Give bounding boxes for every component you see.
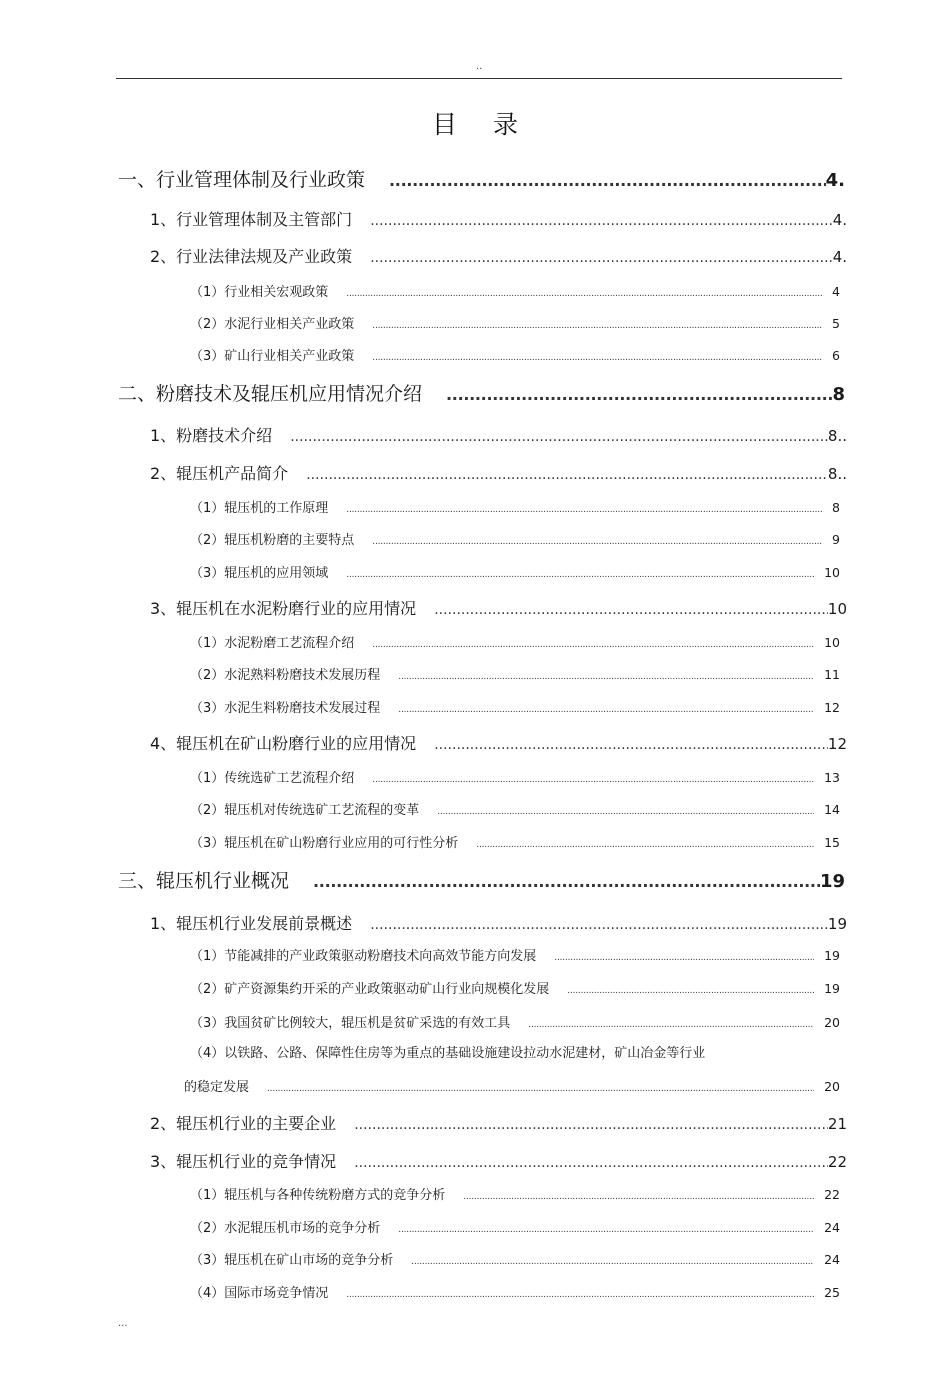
toc-entry[interactable] <box>184 1076 840 1098</box>
toc-entry-text: （2）水泥辊压机市场的竞争分析 <box>190 1221 381 1236</box>
toc-entry-text: （4）国际市场竞争情况 <box>190 1286 329 1301</box>
toc-entry[interactable] <box>190 1217 840 1239</box>
toc-entry-page: 21 <box>827 1115 847 1133</box>
toc-entry[interactable] <box>150 731 847 757</box>
toc-entry-text: （1）辊压机与各种传统粉磨方式的竞争分析 <box>190 1188 446 1203</box>
dot-leader <box>434 597 828 623</box>
toc-entry-page: 10 <box>827 600 847 618</box>
dot-leader <box>567 980 814 1002</box>
toc-entry[interactable] <box>190 799 840 821</box>
header-mark: .. <box>476 61 483 72</box>
dot-leader <box>398 1219 814 1241</box>
dot-leader <box>346 564 814 586</box>
toc-entry[interactable] <box>150 244 847 270</box>
toc-entry-text: 2、辊压机行业的主要企业 <box>150 1114 337 1133</box>
dot-leader <box>372 315 822 337</box>
toc-entry-page: 9 <box>832 532 840 547</box>
dot-leader <box>476 834 814 856</box>
toc-entry[interactable] <box>150 1149 847 1175</box>
dot-leader <box>398 699 814 721</box>
dot-leader <box>434 732 828 758</box>
dot-leader <box>346 1284 814 1306</box>
toc-entry-page: 22 <box>824 1187 840 1202</box>
dot-leader <box>463 1186 814 1208</box>
toc-entry-text: （1）辊压机的工作原理 <box>190 501 329 516</box>
toc-entry-text: （1）节能减排的产业政策驱动粉磨技术向高效节能方向发展 <box>190 949 537 964</box>
toc-entry-page: 4 <box>832 284 840 299</box>
dot-leader <box>354 1150 828 1176</box>
toc-entry-text: 的稳定发展 <box>184 1080 250 1095</box>
toc-entry-text: 2、辊压机产品简介 <box>150 464 289 483</box>
dot-leader <box>313 867 820 897</box>
toc-entry-page: 5 <box>832 316 840 331</box>
toc-entry-page: 24 <box>824 1220 840 1235</box>
toc-entry-text: （2）辊压机粉磨的主要特点 <box>190 533 355 548</box>
toc-entry-text: 二、粉磨技术及辊压机应用情况介绍 <box>118 383 423 405</box>
dot-leader <box>370 912 828 938</box>
toc-entry[interactable] <box>190 1012 840 1034</box>
toc-entry-page: 4. <box>832 211 847 229</box>
toc-entry-text: 3、辊压机行业的竞争情况 <box>150 1152 337 1171</box>
toc-entry[interactable] <box>190 1282 840 1304</box>
toc-entry[interactable] <box>190 1249 840 1271</box>
dot-leader <box>370 245 833 271</box>
toc-entry-text: （2）辊压机对传统选矿工艺流程的变革 <box>190 803 420 818</box>
toc-entry-text: 2、行业法律法规及产业政策 <box>150 247 353 266</box>
toc-entry-text: （1）水泥粉磨工艺流程介绍 <box>190 636 355 651</box>
dot-leader <box>370 208 833 234</box>
dot-leader <box>372 347 822 369</box>
toc-entry-page: 19 <box>824 981 840 996</box>
toc-entry-page: 8 <box>832 384 845 405</box>
toc-entry[interactable] <box>150 596 847 622</box>
toc-entry[interactable] <box>150 423 847 449</box>
toc-entry-page: 8.. <box>827 427 847 445</box>
dot-leader <box>389 166 826 196</box>
toc-entry-text: （3）辊压机的应用领域 <box>190 566 329 581</box>
toc-entry[interactable] <box>150 461 847 487</box>
dot-leader <box>554 947 814 969</box>
toc-entry-page: 8.. <box>827 465 847 483</box>
toc-entry-text: 1、行业管理体制及主管部门 <box>150 210 353 229</box>
toc-entry-page: 19 <box>824 948 840 963</box>
toc-entry-text: （2）水泥熟料粉磨技术发展历程 <box>190 668 381 683</box>
toc-entry[interactable] <box>150 207 847 233</box>
toc-entry[interactable] <box>118 165 845 195</box>
toc-entry-page: 24 <box>824 1252 840 1267</box>
dot-leader <box>446 380 832 410</box>
dot-leader <box>411 1251 814 1273</box>
toc-entry-text: （3）辊压机在矿山粉磨行业应用的可行性分析 <box>190 836 459 851</box>
toc-entry-page: 12 <box>824 700 840 715</box>
toc-entry[interactable] <box>190 345 840 367</box>
toc-entry-page: 8 <box>832 500 840 515</box>
toc-entry-page: 12 <box>827 735 847 753</box>
toc-entry[interactable] <box>118 379 845 409</box>
toc-entry-page: 10 <box>824 635 840 650</box>
toc-entry-page: 19 <box>827 915 847 933</box>
toc-entry[interactable] <box>190 497 840 519</box>
toc-entry-page: 14 <box>824 802 840 817</box>
toc-entry-text: （3）我国贫矿比例较大，辊压机是贫矿采选的有效工具 <box>190 1016 511 1031</box>
toc-entry-text: （2）矿产资源集约开采的产业政策驱动矿山行业向规模化发展 <box>190 982 550 997</box>
dot-leader <box>372 634 814 656</box>
toc-entry-wrapped-line[interactable]: （4）以铁路、公路、保障性住房等为重点的基础设施建设拉动水泥建材，矿山冶金等行业 <box>190 1046 706 1061</box>
toc-entry[interactable] <box>190 767 840 789</box>
toc-entry[interactable] <box>190 945 840 967</box>
toc-entry[interactable] <box>190 281 840 303</box>
toc-entry-page: 19 <box>819 871 845 892</box>
toc-entry-text: 4、辊压机在矿山粉磨行业的应用情况 <box>150 734 417 753</box>
toc-entry-page: 13 <box>824 770 840 785</box>
toc-entry-page: 4. <box>832 248 847 266</box>
toc-entry-page: 11 <box>824 667 840 682</box>
toc-entry-text: 一、行业管理体制及行业政策 <box>118 169 366 191</box>
toc-entry-page: 20 <box>824 1015 840 1030</box>
dot-leader <box>372 531 822 553</box>
dot-leader <box>398 666 814 688</box>
toc-entry[interactable] <box>118 866 845 896</box>
toc-entry[interactable] <box>190 978 840 1000</box>
dot-leader <box>528 1014 814 1036</box>
toc-entry-text: （2）水泥行业相关产业政策 <box>190 317 355 332</box>
dot-leader <box>372 769 814 791</box>
toc-entry-page: 6 <box>832 348 840 363</box>
toc-entry-text: （1）行业相关宏观政策 <box>190 285 329 300</box>
toc-entry[interactable] <box>190 1184 840 1206</box>
toc-entry[interactable] <box>150 1111 847 1137</box>
toc-entry[interactable] <box>190 632 840 654</box>
toc-entry-text: （1）传统选矿工艺流程介绍 <box>190 771 355 786</box>
toc-entry-page: 20 <box>824 1079 840 1094</box>
toc-entry-text: 1、粉磨技术介绍 <box>150 426 273 445</box>
dot-leader <box>267 1078 814 1100</box>
toc-entry[interactable] <box>190 832 840 854</box>
toc-entry[interactable] <box>190 664 840 686</box>
toc-entry-page: 15 <box>824 835 840 850</box>
toc-entry[interactable] <box>190 529 840 551</box>
toc-entry-text: 三、辊压机行业概况 <box>118 870 290 892</box>
toc-entry-page: 10 <box>824 565 840 580</box>
toc-entry-text: （3）水泥生料粉磨技术发展过程 <box>190 701 381 716</box>
toc-title: 目 录 <box>432 110 532 139</box>
toc-entry-page: 4. <box>825 170 845 191</box>
toc-entry-page: 22 <box>827 1153 847 1171</box>
header-rule <box>116 78 842 79</box>
toc-entry[interactable] <box>190 313 840 335</box>
toc-entry[interactable] <box>150 911 847 937</box>
dot-leader <box>346 499 822 521</box>
dot-leader <box>290 424 828 450</box>
toc-entry-text: 3、辊压机在水泥粉磨行业的应用情况 <box>150 599 417 618</box>
toc-entry-page: 25 <box>824 1285 840 1300</box>
dot-leader <box>354 1112 828 1138</box>
footer-mark: ... <box>118 1318 128 1329</box>
toc-entry[interactable] <box>190 697 840 719</box>
toc-entry-text: （3）矿山行业相关产业政策 <box>190 349 355 364</box>
dot-leader <box>306 462 828 488</box>
dot-leader <box>346 283 822 305</box>
toc-entry-text: （3）辊压机在矿山市场的竞争分析 <box>190 1253 394 1268</box>
toc-entry[interactable] <box>190 562 840 584</box>
toc-entry-text: 1、辊压机行业发展前景概述 <box>150 914 353 933</box>
dot-leader <box>437 801 814 823</box>
